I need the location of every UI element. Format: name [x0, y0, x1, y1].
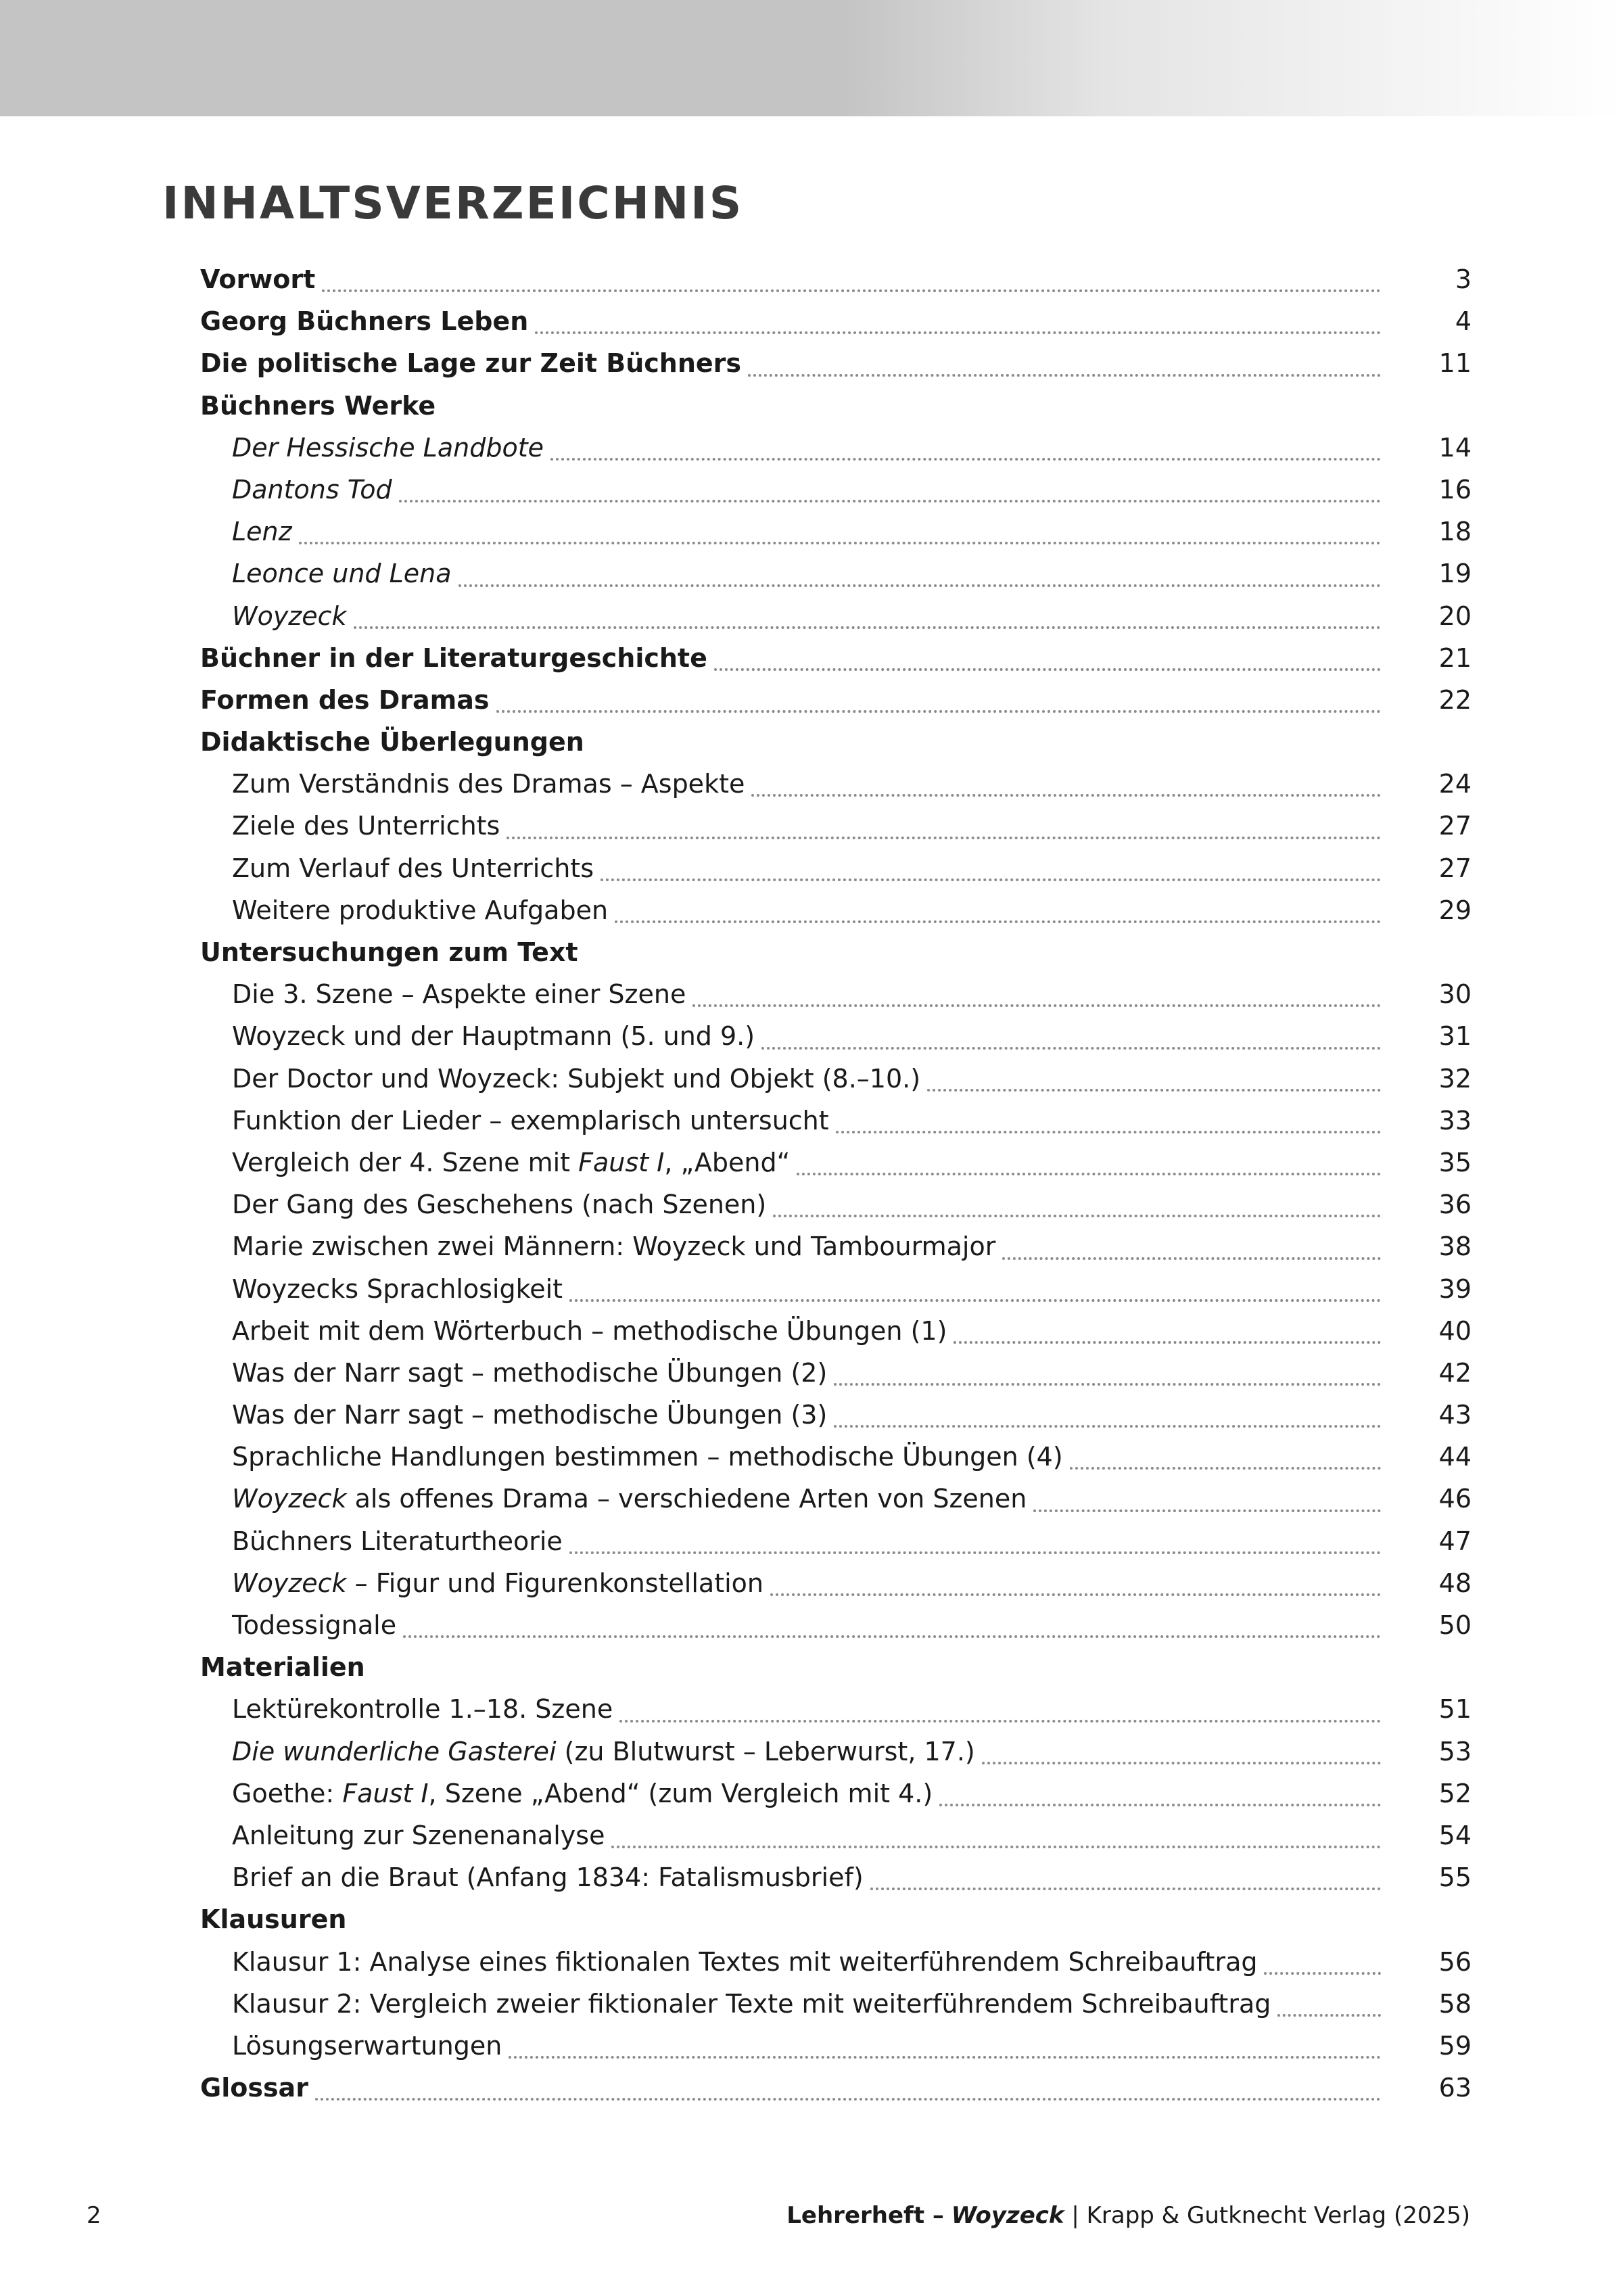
toc-entry-title: Arbeit mit dem Wörterbuch – methodische Übungen (1)	[232, 1315, 947, 1346]
toc-entry	[200, 763, 1472, 805]
toc-page-number: 48	[1438, 1568, 1472, 1598]
toc-entry	[200, 889, 1472, 931]
toc-page-number: 27	[1438, 811, 1472, 841]
toc-entry	[200, 595, 1472, 637]
toc-page-number: 51	[1438, 1694, 1472, 1725]
toc-page-number: 33	[1438, 1105, 1472, 1135]
toc-page-number: 55	[1438, 1862, 1472, 1893]
leader-dots	[1264, 1941, 1381, 1975]
toc-page-number: 19	[1438, 559, 1472, 589]
leader-dots	[509, 2025, 1381, 2059]
leader-dots	[770, 1562, 1381, 1596]
toc-entry	[200, 1100, 1472, 1142]
toc-section	[200, 1646, 1472, 1688]
leader-dots	[615, 889, 1381, 923]
leader-dots	[1033, 1478, 1381, 1512]
toc-entry-title: Leonce und Lena	[232, 559, 452, 589]
toc-section	[200, 721, 1472, 763]
toc-entry-title: Didaktische Überlegungen	[200, 727, 584, 757]
toc-entry	[200, 1604, 1472, 1646]
toc-page-number: 59	[1438, 2030, 1472, 2061]
leader-dots	[569, 1268, 1381, 1302]
toc-entry	[200, 427, 1472, 469]
toc-page-number: 27	[1438, 853, 1472, 883]
toc-entry-title: Vorwort	[200, 264, 316, 294]
toc-entry-title: Goethe: Faust I, Szene „Abend“ (zum Vergleich mit 4.)	[232, 1778, 933, 1808]
toc-page-number: 16	[1438, 474, 1472, 505]
toc-entry-title: Woyzeck und der Hauptmann (5. und 9.)	[232, 1021, 755, 1052]
toc-entry	[200, 805, 1472, 847]
leader-dots	[761, 1015, 1381, 1049]
leader-dots	[550, 427, 1381, 461]
toc-entry	[200, 847, 1472, 889]
leader-dots	[797, 1142, 1381, 1175]
toc-page-number: 14	[1438, 432, 1472, 463]
toc-page-number: 24	[1438, 769, 1472, 799]
toc-entry-title: Die politische Lage zur Zeit Büchners	[200, 348, 742, 379]
leader-dots	[619, 1688, 1381, 1722]
toc-page-number: 50	[1438, 1610, 1472, 1640]
toc-entry-title: Zum Verständnis des Dramas – Aspekte	[232, 769, 745, 799]
toc-section	[200, 679, 1472, 721]
toc-section	[200, 258, 1472, 300]
toc-page-number: 40	[1438, 1315, 1472, 1346]
leader-dots	[569, 1520, 1381, 1554]
toc-entry-title: Klausuren	[200, 1904, 347, 1935]
leader-dots	[748, 342, 1381, 376]
toc-entry-title: Woyzeck als offenes Drama – verschiedene Arten von Szenen	[232, 1484, 1027, 1514]
toc-entry-title: Ziele des Unterrichts	[232, 811, 500, 841]
toc-page-number: 30	[1438, 979, 1472, 1010]
toc-page-number: 54	[1438, 1820, 1472, 1850]
toc-entry-title: Zum Verlauf des Unterrichts	[232, 853, 594, 883]
leader-dots	[601, 847, 1381, 881]
toc-page-number: 42	[1438, 1357, 1472, 1388]
toc-entry	[200, 1142, 1472, 1184]
toc-entry	[200, 1436, 1472, 1478]
toc-entry-title: Büchners Werke	[200, 390, 436, 421]
toc-entry	[200, 1688, 1472, 1730]
leader-dots	[507, 805, 1381, 839]
leader-dots	[458, 553, 1381, 586]
toc-section	[200, 385, 1472, 427]
toc-page-number: 21	[1438, 642, 1472, 673]
toc-page-number: 11	[1438, 348, 1472, 379]
toc-entry-title: Was der Narr sagt – methodische Übungen (2)	[232, 1357, 828, 1388]
table-of-contents	[200, 258, 1472, 2109]
toc-page-number: 47	[1438, 1526, 1472, 1556]
leader-dots	[834, 1394, 1381, 1428]
toc-entry-title: Lektürekontrolle 1.–18. Szene	[232, 1694, 613, 1725]
leader-dots	[322, 258, 1381, 292]
leader-dots	[834, 1352, 1381, 1386]
leader-dots	[315, 2067, 1381, 2101]
toc-section	[200, 300, 1472, 342]
toc-entry	[200, 1562, 1472, 1604]
toc-entry	[200, 1520, 1472, 1562]
toc-entry-title: Brief an die Braut (Anfang 1834: Fatalismusbrief)	[232, 1862, 864, 1893]
leader-dots	[403, 1604, 1381, 1638]
toc-entry	[200, 1184, 1472, 1225]
toc-page-number: 39	[1438, 1273, 1472, 1304]
toc-page-number: 18	[1438, 517, 1472, 547]
toc-entry	[200, 511, 1472, 553]
toc-page-number: 29	[1438, 895, 1472, 925]
toc-entry-title: Der Gang des Geschehens (nach Szenen)	[232, 1190, 767, 1220]
page-title: INHALTSVERZEICHNIS	[162, 177, 744, 229]
toc-entry-title: Funktion der Lieder – exemplarisch untersucht	[232, 1105, 829, 1135]
leader-dots	[1277, 1983, 1381, 2017]
toc-page-number: 36	[1438, 1190, 1472, 1220]
toc-entry-title: Klausur 1: Analyse eines fiktionalen Textes mit weiterführendem Schreibauftrag	[232, 1946, 1258, 1977]
toc-entry-title: Todessignale	[232, 1610, 397, 1640]
leader-dots	[1002, 1225, 1381, 1259]
toc-entry	[200, 2025, 1472, 2067]
toc-page-number: 38	[1438, 1232, 1472, 1262]
toc-entry-title: Die 3. Szene – Aspekte einer Szene	[232, 979, 686, 1010]
toc-entry-title: Formen des Dramas	[200, 684, 490, 715]
footer-book-title: Woyzeck	[951, 2202, 1064, 2229]
toc-page-number: 52	[1438, 1778, 1472, 1808]
toc-entry	[200, 1394, 1472, 1436]
toc-entry-title: Büchners Literaturtheorie	[232, 1526, 563, 1556]
toc-page-number: 4	[1455, 306, 1472, 337]
toc-entry-title: Lenz	[232, 517, 292, 547]
toc-entry-title: Der Doctor und Woyzeck: Subjekt und Objekt (8.–10.)	[232, 1063, 921, 1094]
toc-entry-title: Lösungserwartungen	[232, 2030, 502, 2061]
toc-entry	[200, 1731, 1472, 1773]
leader-dots	[299, 511, 1381, 544]
leader-dots	[751, 763, 1381, 797]
toc-entry-title: Büchner in der Literaturgeschichte	[200, 642, 707, 673]
toc-page-number: 20	[1438, 601, 1472, 631]
toc-section	[200, 1898, 1472, 1940]
toc-section	[200, 342, 1472, 384]
toc-page-number: 46	[1438, 1484, 1472, 1514]
toc-section	[200, 931, 1472, 973]
toc-entry	[200, 1268, 1472, 1310]
leader-dots	[496, 679, 1381, 713]
toc-entry-title: Dantons Tod	[232, 474, 392, 505]
leader-dots	[927, 1058, 1381, 1092]
toc-entry-title: Was der Narr sagt – methodische Übungen (3)	[232, 1400, 828, 1430]
toc-page-number: 31	[1438, 1021, 1472, 1052]
toc-entry-title: Weitere produktive Aufgaben	[232, 895, 609, 925]
toc-entry-title: Marie zwischen zwei Männern: Woyzeck und Tambourmajor	[232, 1232, 996, 1262]
leader-dots	[836, 1100, 1381, 1133]
toc-page-number: 53	[1438, 1736, 1472, 1766]
leader-dots	[773, 1184, 1381, 1217]
toc-entry-title: Woyzeck	[232, 601, 347, 631]
toc-entry	[200, 1058, 1472, 1100]
toc-page-number: 43	[1438, 1400, 1472, 1430]
toc-entry-title: Glossar	[200, 2073, 308, 2103]
toc-entry	[200, 553, 1472, 594]
toc-entry-title: Anleitung zur Szenenanalyse	[232, 1820, 605, 1850]
header-bar	[0, 0, 1623, 116]
toc-entry-title: Sprachliche Handlungen bestimmen – methodische Übungen (4)	[232, 1442, 1063, 1472]
leader-dots	[399, 469, 1381, 502]
toc-entry-title: Woyzecks Sprachlosigkeit	[232, 1273, 563, 1304]
toc-page-number: 35	[1438, 1147, 1472, 1177]
toc-entry	[200, 1015, 1472, 1057]
toc-entry-title: Untersuchungen zum Text	[200, 937, 578, 967]
toc-entry	[200, 1478, 1472, 1520]
toc-page-number: 63	[1438, 2073, 1472, 2103]
leader-dots	[354, 595, 1381, 629]
page-number: 2	[87, 2202, 101, 2229]
toc-section	[200, 2067, 1472, 2109]
toc-entry	[200, 1352, 1472, 1394]
leader-dots	[611, 1814, 1381, 1848]
toc-section	[200, 637, 1472, 679]
toc-page-number: 32	[1438, 1063, 1472, 1094]
toc-entry	[200, 1773, 1472, 1814]
toc-entry	[200, 1941, 1472, 1983]
toc-entry-title: Georg Büchners Leben	[200, 306, 529, 337]
toc-entry-title: Die wunderliche Gasterei (zu Blutwurst – Leberwurst, 17.)	[232, 1736, 975, 1766]
toc-entry-title: Der Hessische Landbote	[232, 432, 544, 463]
toc-entry-title: Klausur 2: Vergleich zweier fiktionaler Texte mit weiterführendem Schreibauftrag	[232, 1988, 1271, 2019]
leader-dots	[982, 1731, 1381, 1764]
leader-dots	[954, 1310, 1381, 1344]
toc-entry	[200, 1856, 1472, 1898]
leader-dots	[939, 1773, 1381, 1806]
leader-dots	[692, 973, 1381, 1007]
toc-page-number: 58	[1438, 1988, 1472, 2019]
footer-book-label: Lehrerheft –	[786, 2202, 944, 2229]
leader-dots	[535, 300, 1381, 334]
toc-entry	[200, 973, 1472, 1015]
toc-entry-title: Woyzeck – Figur und Figurenkonstellation	[232, 1568, 763, 1598]
leader-dots	[870, 1856, 1381, 1890]
leader-dots	[714, 637, 1381, 671]
toc-entry	[200, 469, 1472, 511]
toc-entry	[200, 1983, 1472, 2025]
toc-entry	[200, 1814, 1472, 1856]
leader-dots	[1070, 1436, 1381, 1470]
footer-credit	[786, 2202, 1470, 2229]
toc-entry-title: Vergleich der 4. Szene mit Faust I, „Abend“	[232, 1147, 791, 1177]
toc-page-number: 44	[1438, 1442, 1472, 1472]
toc-page-number: 3	[1455, 264, 1472, 294]
toc-entry-title: Materialien	[200, 1652, 365, 1683]
toc-entry	[200, 1310, 1472, 1352]
toc-page-number: 22	[1438, 684, 1472, 715]
toc-page-number: 56	[1438, 1946, 1472, 1977]
toc-entry	[200, 1225, 1472, 1267]
footer-publisher: | Krapp & Gutknecht Verlag (2025)	[1071, 2202, 1470, 2229]
